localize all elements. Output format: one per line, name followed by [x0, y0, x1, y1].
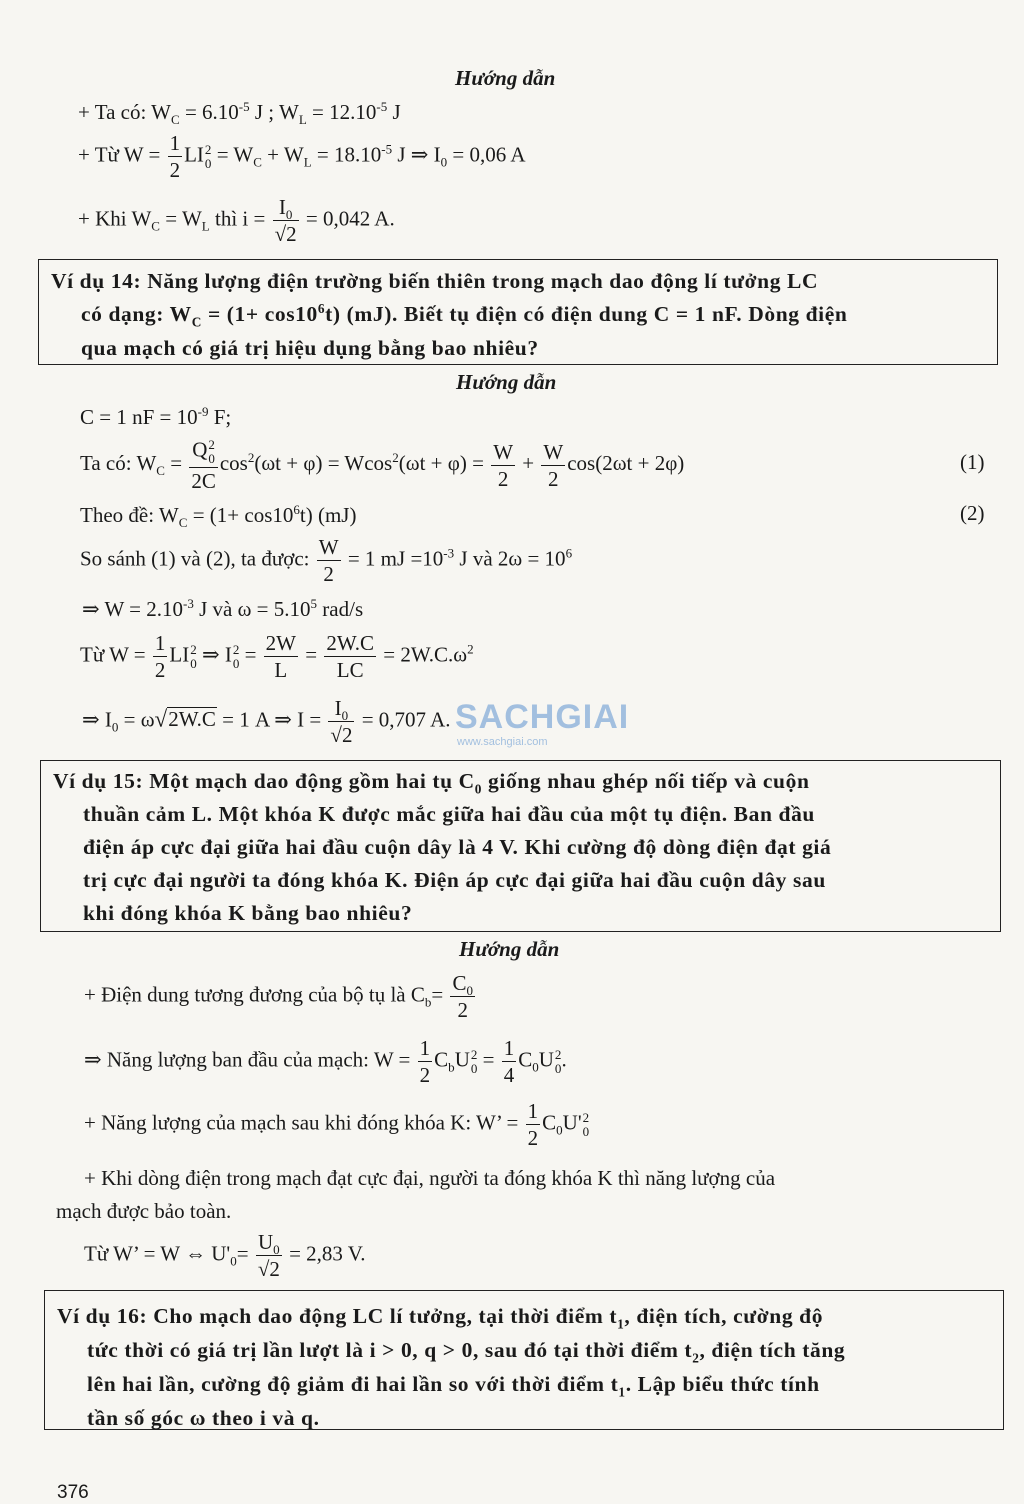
sol14-line3: Theo đề: $W_C = (1+ \cos 10^6t)$ (mJ): [80, 502, 357, 531]
example-15-box: [40, 760, 1001, 932]
example-15-line2: thuần cảm L. Một khóa K được mắc giữa hai đầu của một tụ điện. Ban đầu: [83, 802, 815, 826]
example-14-line2: có dạng: $W_C = (1+ \cos 10^6t)$ (mJ). Biết tụ điện có điện dung C = 1 nF. Dòng điện: [81, 300, 848, 330]
example-16-line3: lên hai lần, cường độ giảm đi hai lần so với thời điểm $t_1$. Lập biểu thức tính: [87, 1372, 820, 1400]
example-14-line1: Ví dụ 14: Năng lượng điện trường biến thiên trong mạch dao động lí tưởng LC: [51, 269, 819, 293]
sol15-line5: mạch được bảo toàn.: [56, 1199, 232, 1223]
sol13-line1: + Ta có: $W_C = 6.10^{-5}$ J ; $W_L = 12.10^{-5}$ J: [78, 99, 401, 128]
example-15-line1: Ví dụ 15: Một mạch dao động gồm hai tụ $C_0$ giống nhau ghép nối tiếp và cuộn: [53, 769, 810, 797]
equation-ref-2: (2): [960, 501, 985, 525]
sol15-line4: + Khi dòng điện trong mạch đạt cực đại, người ta đóng khóa K thì năng lượng của: [84, 1166, 776, 1190]
sol15-line6: Từ W’ = W ⇔ $U'_0=$ $\frac{U_0}{√2}$ = 2,83 V.: [84, 1230, 366, 1282]
sol15-line1: + Điện dung tương đương của bộ tụ là $C_b=$ $\frac{C_0}{2}$: [84, 971, 474, 1023]
sol14-line1: C = 1 nF = $10^{-9}$ F;: [80, 404, 232, 429]
sol14-line4: So sánh (1) và (2), ta được: $\frac{W}{2}$ = 1 mJ $=10^{-3}$ J và $2\omega = 10^6$: [80, 535, 573, 587]
sol14-line6: Từ W = $\frac{1}{2}$ LI 2 0 ⇒ I 2 0 = $\frac{2W}{L}$ = $\frac{2W.C}{LC}$ = $2W.C.\omega^2$: [80, 631, 474, 683]
example-14-box: [38, 259, 998, 365]
example-16-box: [44, 1290, 1004, 1430]
sol14-line2: Ta có: $W_C$ = Q 2 0 2C $\cos^2(\omega t + \varphi) = Wcos^2(\omega t + \varphi)$ = $\frac{W}{2}$ + $\frac{W}{2}$ cos(2ωt + 2φ): [80, 437, 685, 494]
example-16-line2: tức thời có giá trị lần lượt là i > 0, q > 0, sau đó tại thời điểm $t_2$, điện tích tăng: [87, 1338, 846, 1366]
example-16-line4: tần số góc ω theo i và q.: [87, 1406, 320, 1430]
sol15-line3: + Năng lượng của mạch sau khi đóng khóa K: W’ = $\frac{1}{2}$ $C_0U'$ 2 0: [84, 1099, 590, 1151]
sol14-line5: ⇒ $W = 2.10^{-3}$ J và $\omega = 5.10^5$ rad/s: [82, 596, 364, 621]
sol15-line2: ⇒ Năng lượng ban đầu của mạch: W = $\frac{1}{2}$ $C_bU$ 2 0 = $\frac{1}{4}$ $C_0U$ 2 0 .: [84, 1036, 567, 1088]
equation-ref-1: (1): [960, 450, 985, 474]
example-16-line1: Ví dụ 16: Cho mạch dao động LC lí tưởng, tại thời điểm $t_1$, điện tích, cường độ: [57, 1304, 824, 1332]
page-number: 376: [57, 1482, 89, 1503]
example-15-line4: trị cực đại người ta đóng khóa K. Điện áp cực đại giữa hai đầu cuộn dây sau: [83, 868, 826, 892]
sol13-line3: + Khi $W_C = W_L$ thì i = $\frac{I_0}{√2}$ = 0,042 A.: [78, 195, 395, 247]
solution-heading-15: Hướng dẫn: [459, 937, 560, 961]
watermark-logo: SACHGIAI www.sachgiai.com: [455, 698, 630, 748]
example-15-line5: khi đóng khóa K bằng bao nhiêu?: [83, 901, 413, 925]
example-14-line3: qua mạch có giá trị hiệu dụng bằng bao nhiêu?: [81, 336, 539, 360]
example-15-line3: điện áp cực đại giữa hai đầu cuộn dây là 4 V. Khi cường độ dòng điện đạt giá: [83, 835, 832, 859]
solution-heading-13: Hướng dẫn: [455, 66, 556, 90]
sol13-line2: + Từ W = $\frac{1}{2}$ LI 2 0 = $W_C + W_L = 18.10^{-5}$ J ⇒ $I_0 = 0,06$ A: [78, 131, 526, 183]
solution-heading-14: Hướng dẫn: [456, 370, 557, 394]
sol14-line7: ⇒ $I_0 = \omega√2W.C = 1$ A ⇒ I = $\frac{I_0}{√2}$ = 0,707 A.: [82, 696, 451, 748]
